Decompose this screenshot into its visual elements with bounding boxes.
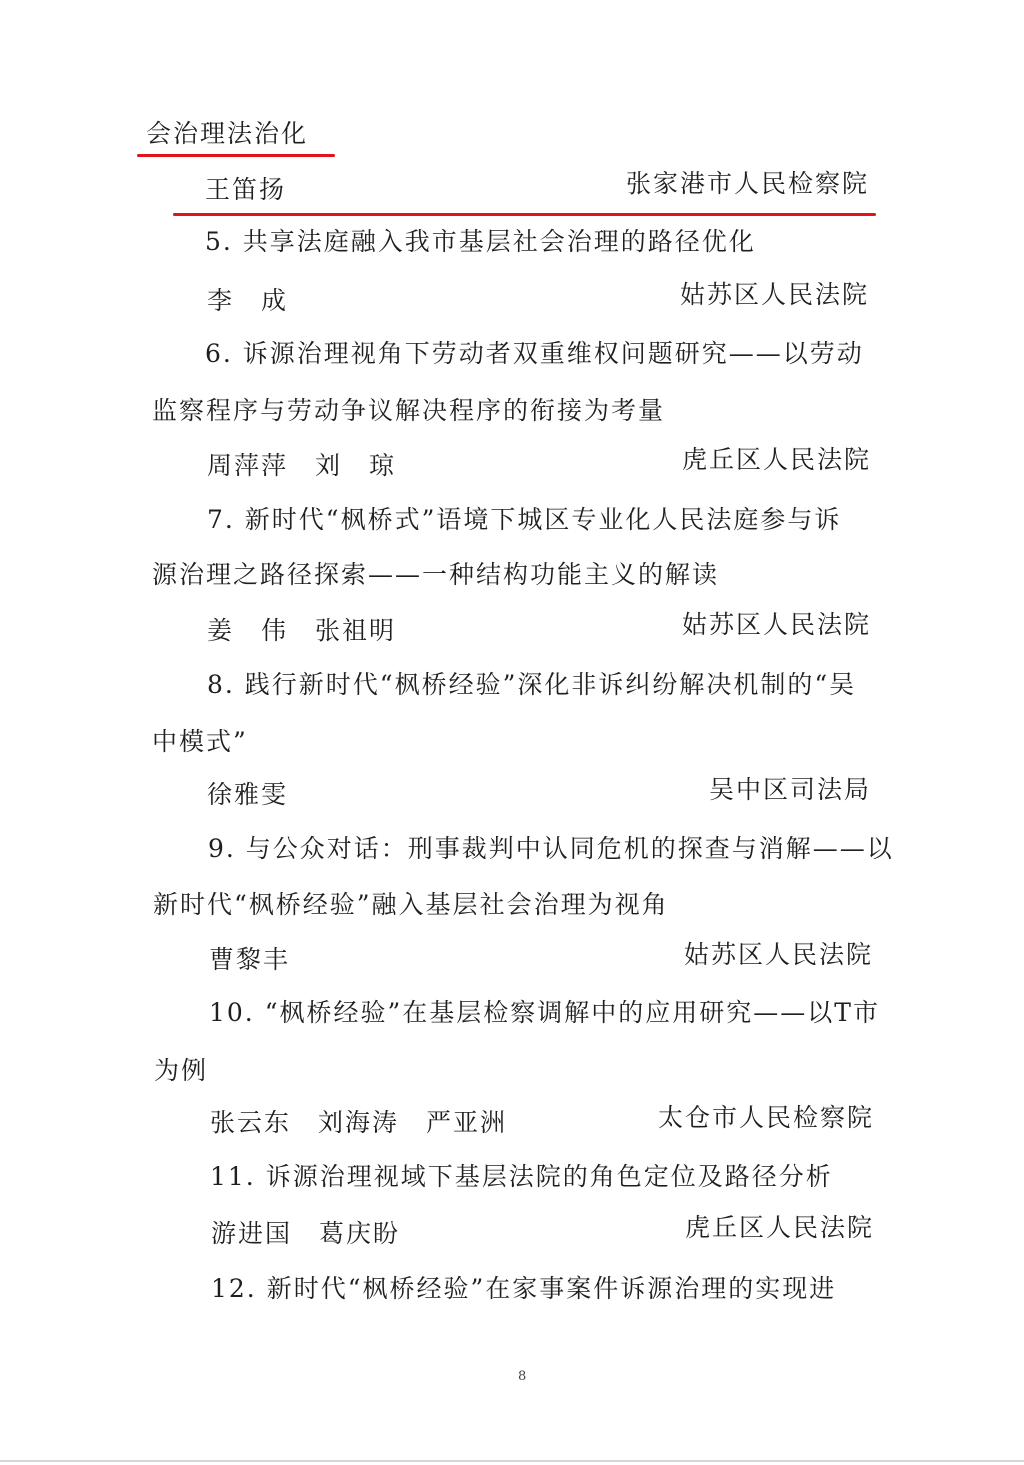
entry-3-authors: 周萍萍 刘 琼 — [207, 451, 397, 480]
entry-4-title-line-2: 源治理之路径探索——一种结构功能主义的解读 — [152, 560, 720, 589]
red-underline-long — [173, 213, 876, 216]
entry-7-org: 太仓市人民检察院 — [657, 1103, 874, 1132]
entry-2-org: 姑苏区人民法院 — [679, 280, 869, 309]
entry-1-authors: 王笛扬 — [205, 175, 287, 204]
entry-3-org: 虎丘区人民法院 — [681, 445, 871, 474]
entry-4-org: 姑苏区人民法院 — [681, 610, 871, 639]
entry-6-org: 姑苏区人民法院 — [683, 940, 873, 969]
entry-1-org: 张家港市人民检察院 — [625, 169, 869, 198]
entry-6-title-line-1: 9. 与公众对话：刑事裁判中认同危机的探查与消解——以 — [208, 834, 894, 863]
entry-8-title-line-1: 11. 诉源治理视域下基层法院的角色定位及路径分析 — [210, 1162, 833, 1191]
entry-7-title-line-2: 为例 — [154, 1056, 209, 1085]
entry-5-title-line-2: 中模式” — [152, 727, 248, 756]
entry-3-title-line-1: 6. 诉源治理视角下劳动者双重维权问题研究——以劳动 — [205, 339, 864, 368]
entry-2-authors: 李 成 — [207, 286, 289, 315]
entry-7-title-line-1: 10. “枫桥经验”在基层检察调解中的应用研究——以T市 — [209, 998, 880, 1027]
entry-8-authors: 游进国 葛庆盼 — [211, 1219, 401, 1248]
entry-4-authors: 姜 伟 张祖明 — [207, 616, 397, 645]
bottom-border — [0, 1460, 1024, 1462]
entry-3-title-line-2: 监察程序与劳动争议解决程序的衔接为考量 — [152, 396, 666, 425]
entry-5-org: 吴中区司法局 — [708, 775, 871, 804]
entry-5-title-line-1: 8. 践行新时代“枫桥经验”深化非诉纠纷解决机制的“吴 — [207, 670, 857, 699]
entry-7-authors: 张云东 刘海涛 严亚洲 — [210, 1108, 508, 1137]
entry-8-org: 虎丘区人民法院 — [684, 1213, 874, 1242]
page-number: 8 — [518, 1369, 527, 1384]
entry-2-title-line-1: 5. 共享法庭融入我市基层社会治理的路径优化 — [205, 227, 756, 256]
header-fragment: 会治理法治化 — [146, 119, 309, 148]
entry-6-title-line-2: 新时代“枫桥经验”融入基层社会治理为视角 — [153, 890, 669, 919]
red-underline-short — [137, 154, 335, 157]
entry-5-authors: 徐雅雯 — [207, 780, 289, 809]
entry-4-title-line-1: 7. 新时代“枫桥式”语境下城区专业化人民法庭参与诉 — [207, 505, 842, 534]
entry-6-authors: 曹黎丰 — [209, 945, 291, 974]
entry-9-title-line-1: 12. 新时代“枫桥经验”在家事案件诉源治理的实现进 — [211, 1274, 837, 1303]
